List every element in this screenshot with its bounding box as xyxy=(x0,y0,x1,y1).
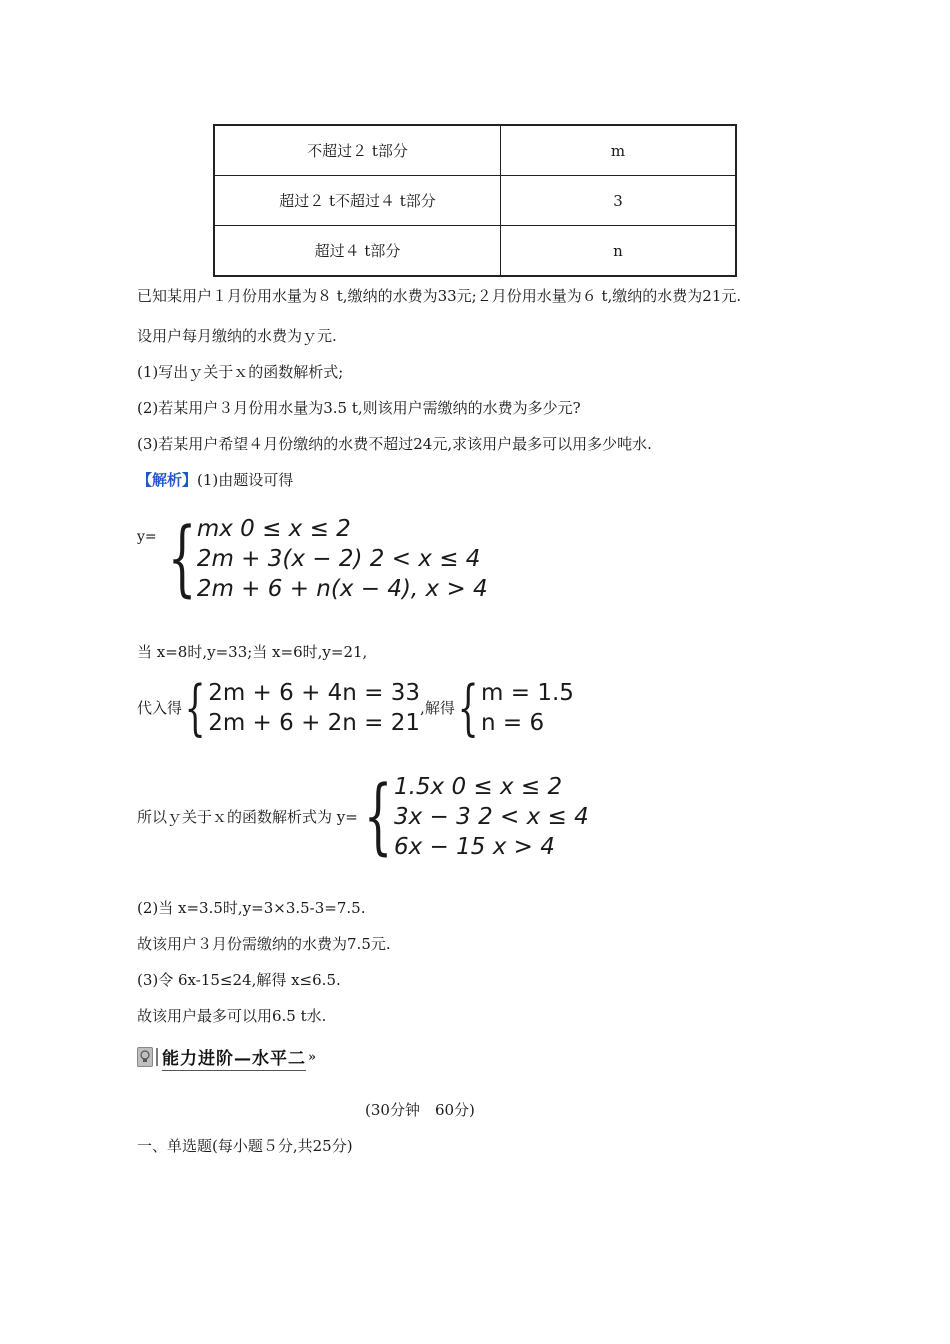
time-score: (30分钟 60分) xyxy=(365,1101,475,1119)
solution-intro: (1)由题设可得 xyxy=(197,471,294,489)
table-row xyxy=(214,226,736,277)
solution-tag: 【解析】 xyxy=(137,471,198,489)
piece-line: 2m + 3(x − 2) 2 < x ≤ 4 xyxy=(196,546,481,572)
result-equation: n = 6 xyxy=(481,710,545,736)
table-cell-range: 不超过２ t部分 xyxy=(214,125,501,176)
solution-intro-line xyxy=(137,470,293,490)
table-row xyxy=(214,176,736,226)
system-equation: 2m + 6 + 4n = 33 xyxy=(208,680,421,706)
piece-line: mx 0 ≤ x ≤ 2 xyxy=(196,516,351,542)
question-1: (1)写出ｙ关于ｘ的函数解析式; xyxy=(137,363,344,381)
answer-3: (3)令 6x-15≤24,解得 x≤6.5. xyxy=(137,971,341,989)
problem-setup: 设用户每月缴纳的水费为ｙ元. xyxy=(137,327,337,345)
question-3: (3)若某用户希望４月份缴纳的水费不超过24元,求该用户最多可以用多少吨水. xyxy=(137,435,652,453)
table-cell-range: 超过２ t不超过４ t部分 xyxy=(214,176,501,226)
piece-line: 1.5x 0 ≤ x ≤ 2 xyxy=(393,774,563,800)
question-2: (2)若某用户３月份用水量为3.5 t,则该用户需缴纳的水费为多少元? xyxy=(137,399,581,417)
table-row xyxy=(214,125,736,176)
piece-line: 3x − 3 2 < x ≤ 4 xyxy=(393,804,589,830)
left-brace: { xyxy=(167,511,197,606)
piecewise-function-1 xyxy=(137,511,488,606)
fee-table xyxy=(213,124,737,277)
system-equation: 2m + 6 + 2n = 21 xyxy=(208,710,421,736)
part-heading: 一、单选题(每小题５分,共25分) xyxy=(137,1137,353,1155)
answer-3-conclusion: 故该用户最多可以用6.5 t水. xyxy=(137,1007,327,1025)
table-cell-price: m xyxy=(501,125,737,176)
lightbulb-icon xyxy=(137,1047,153,1067)
function-label: 所以ｙ关于ｘ的函数解析式为 y= xyxy=(137,808,358,826)
section-title: 能力进阶—水平二 xyxy=(162,1044,306,1071)
section-header xyxy=(137,1046,316,1068)
piecewise-function-2 xyxy=(137,769,589,864)
left-brace: { xyxy=(457,673,479,743)
problem-given: 已知某用户１月份用水量为８ t,缴纳的水费为33元;２月份用水量为６ t,缴纳的水费为21元. xyxy=(137,287,742,305)
result-equation: m = 1.5 xyxy=(481,680,574,706)
substitution-condition: 当 x=8时,y=33;当 x=6时,y=21, xyxy=(137,643,368,661)
left-brace: { xyxy=(184,673,206,743)
piece-line: 2m + 6 + n(x − 4), x > 4 xyxy=(196,576,488,602)
piece-line: 6x − 15 x > 4 xyxy=(393,834,555,860)
y-label: y= xyxy=(137,529,157,545)
left-brace: { xyxy=(363,769,393,864)
table-cell-price: 3 xyxy=(501,176,737,226)
table-cell-price: n xyxy=(501,226,737,277)
table-cell-range: 超过４ t部分 xyxy=(214,226,501,277)
substitute-label: 代入得 xyxy=(137,699,183,717)
solve-label: ,解得 xyxy=(420,699,455,717)
equation-system-row xyxy=(137,673,574,743)
double-chevron-icon: » xyxy=(308,1049,317,1065)
answer-2: (2)当 x=3.5时,y=3×3.5-3=7.5. xyxy=(137,899,366,917)
answer-2-conclusion: 故该用户３月份需缴纳的水费为7.5元. xyxy=(137,935,391,953)
header-divider xyxy=(156,1048,158,1066)
